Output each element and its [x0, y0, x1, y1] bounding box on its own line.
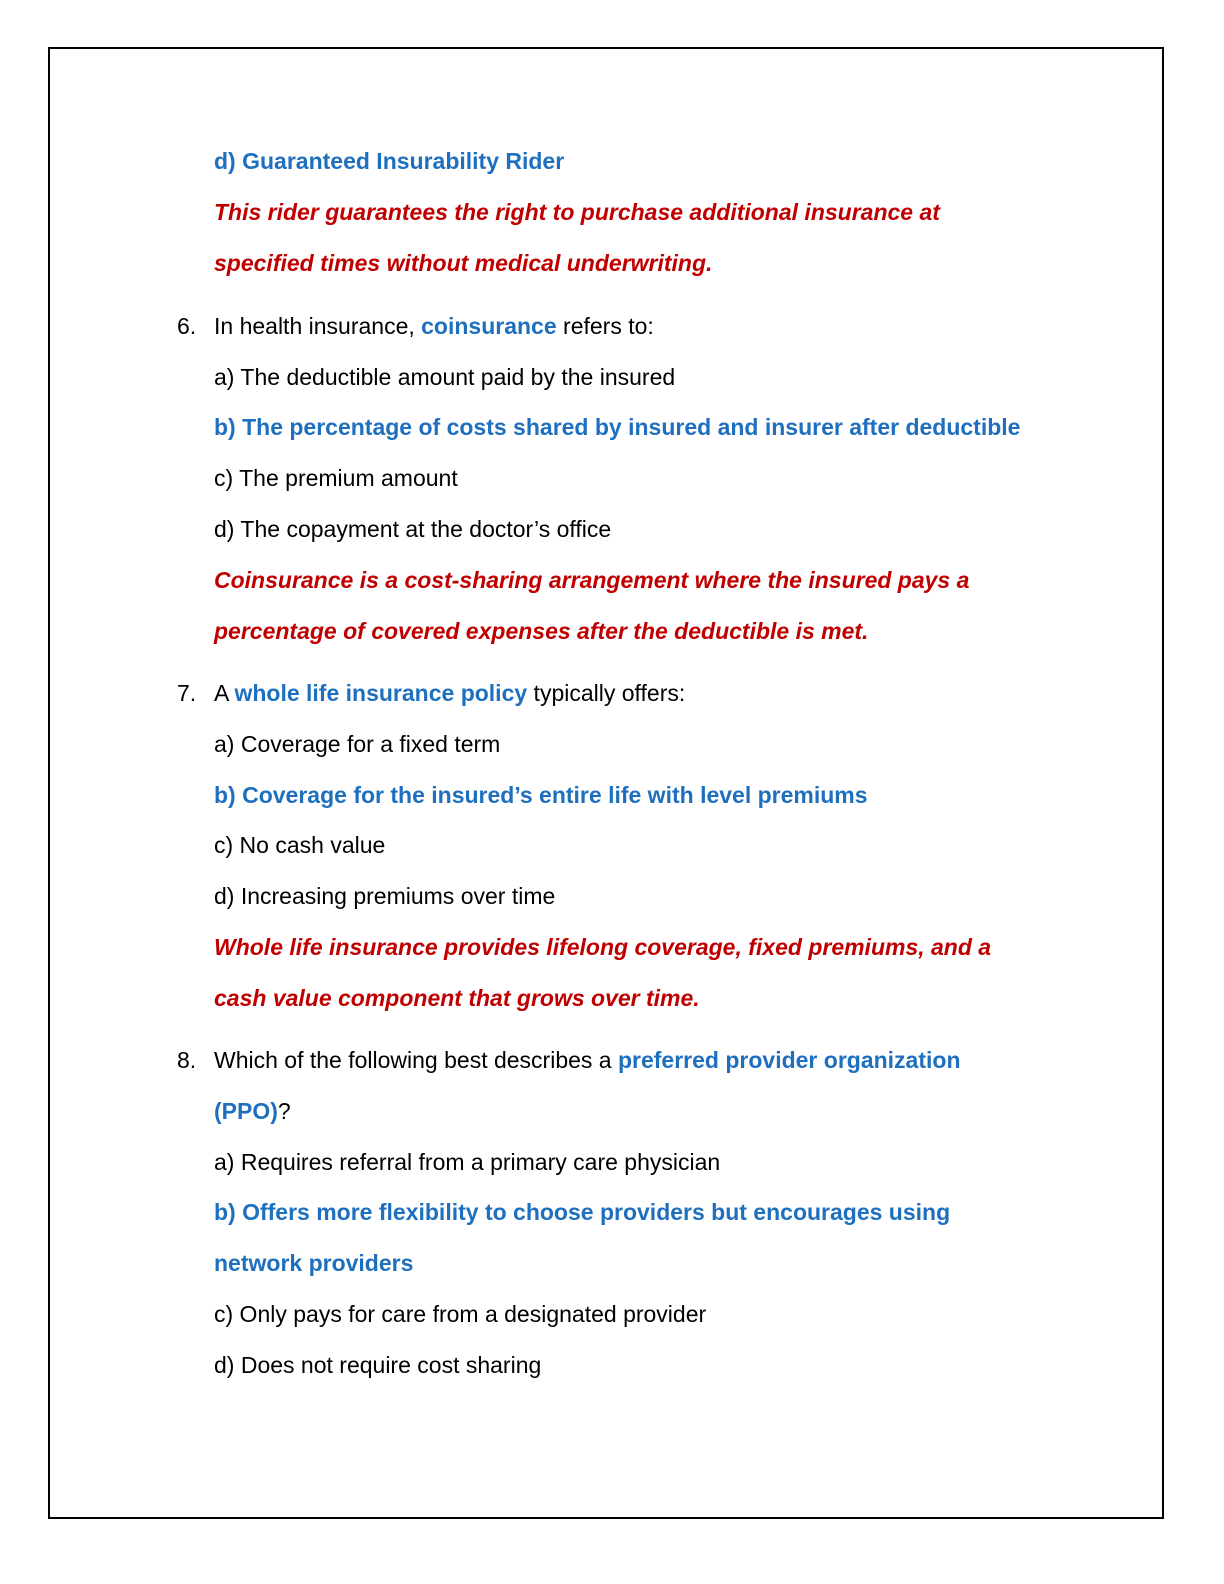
q8-stem-before: Which of the following best describes a — [214, 1047, 618, 1073]
q5-explanation-line1: This rider guarantees the right to purchase additional insurance at — [214, 199, 940, 225]
q8-option-a: a) Requires referral from a primary care physician — [214, 1149, 721, 1175]
q8-stem-after: ? — [277, 1098, 291, 1124]
q7-option-d: d) Increasing premiums over time — [214, 883, 556, 909]
q8-option-d: d) Does not require cost sharing — [214, 1352, 542, 1378]
q7-explanation-line1: Whole life insurance provides lifelong coverage, fixed premiums, and a — [214, 934, 992, 960]
q6-option-a: a) The deductible amount paid by the insured — [214, 364, 676, 390]
q7-stem — [214, 678, 685, 708]
q6-number: 6. — [177, 313, 197, 339]
q7-stem-after: typically offers: — [527, 680, 686, 706]
q7-number: 7. — [177, 680, 197, 706]
q6-stem-key: coinsurance — [421, 313, 557, 339]
q7-stem-before: A — [214, 680, 235, 706]
q6-option-c: c) The premium amount — [214, 465, 458, 491]
q6-explanation-line1: Coinsurance is a cost-sharing arrangement where the insured pays a — [214, 567, 970, 593]
q6-option-d: d) The copayment at the doctor’s office — [214, 516, 612, 542]
q8-option-b-line1: b) Offers more flexibility to choose providers but encourages using — [214, 1199, 951, 1225]
q7-explanation-line2: cash value component that grows over time. — [214, 985, 700, 1011]
q8-stem-key-line2: (PPO) — [214, 1098, 278, 1124]
q6-option-b: b) The percentage of costs shared by insured and insurer after deductible — [214, 414, 1021, 440]
q5-explanation-line2: specified times without medical underwriting. — [214, 250, 713, 276]
q7-option-a: a) Coverage for a fixed term — [214, 731, 501, 757]
q7-stem-key: whole life insurance policy — [234, 680, 528, 706]
q8-stem-key-line1: preferred provider organization — [617, 1047, 961, 1073]
q7-option-c: c) No cash value — [214, 832, 386, 858]
q8-option-c: c) Only pays for care from a designated provider — [214, 1301, 707, 1327]
q6-stem-before: In health insurance, — [214, 313, 422, 339]
q8-option-b-line2: network providers — [214, 1250, 414, 1276]
q6-stem — [214, 311, 654, 341]
q5-answer: d) Guaranteed Insurability Rider — [214, 148, 565, 174]
q7-option-b: b) Coverage for the insured’s entire life with level premiums — [214, 782, 868, 808]
q6-stem-after: refers to: — [556, 313, 654, 339]
q8-number: 8. — [177, 1047, 197, 1073]
q8-stem-line2 — [214, 1096, 291, 1126]
q6-explanation-line2: percentage of covered expenses after the deductible is met. — [214, 618, 869, 644]
q8-stem-line1 — [214, 1045, 961, 1075]
